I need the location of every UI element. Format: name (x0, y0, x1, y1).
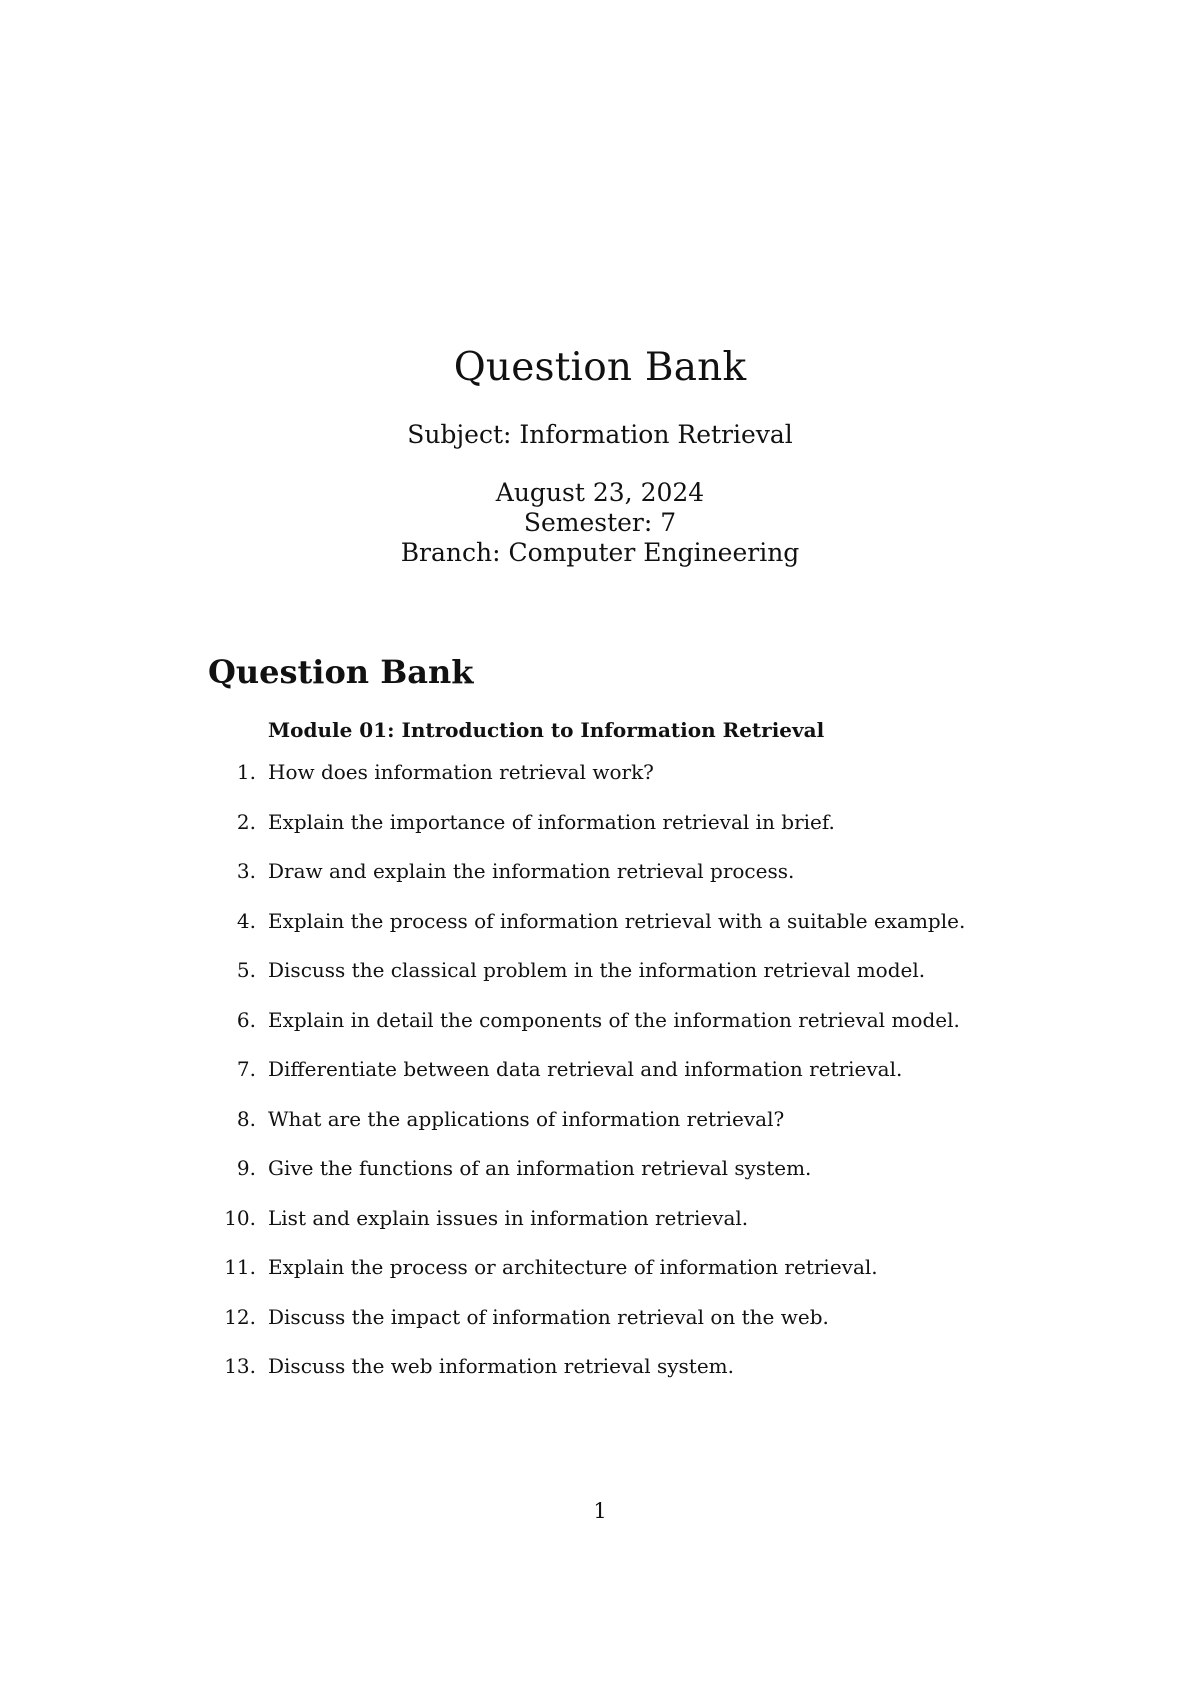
question-number: 3. (236, 859, 256, 883)
subject-line: Subject: Information Retrieval (407, 420, 793, 449)
document-date: August 23, 2024 (495, 478, 705, 507)
question-number: 2. (236, 809, 256, 834)
question-number: 10. (224, 1205, 256, 1230)
question-number: 1. (236, 760, 256, 784)
question-item (208, 1204, 1008, 1232)
question-number: 6. (236, 1007, 256, 1032)
question-item (208, 808, 1008, 836)
question-number: 13. (224, 1354, 256, 1378)
question-text: Explain in detail the components of the information retrieval model. (268, 1007, 960, 1032)
question-item (208, 956, 1008, 984)
question-number: 8. (236, 1106, 256, 1131)
question-number: 7. (236, 1057, 256, 1081)
module-heading: Module 01: Introduction to Information Retrieval (268, 718, 825, 742)
question-number: 12. (224, 1304, 256, 1329)
question-item (208, 907, 1008, 935)
question-list (208, 758, 1008, 1380)
question-number: 9. (236, 1156, 256, 1180)
question-text: Draw and explain the information retrieval process. (268, 859, 795, 883)
question-item (208, 758, 1008, 786)
question-item (208, 857, 1008, 885)
question-text: How does information retrieval work? (268, 760, 654, 784)
question-item (208, 1055, 1008, 1083)
question-text: What are the applications of information retrieval? (268, 1106, 785, 1131)
question-text: Explain the process or architecture of information retrieval. (268, 1255, 878, 1279)
question-item (208, 1352, 1008, 1380)
semester-line: Semester: 7 (523, 508, 677, 537)
section-heading: Question Bank (208, 653, 474, 691)
question-text: List and explain issues in information retrieval. (268, 1205, 749, 1230)
question-item (208, 1253, 1008, 1281)
question-text: Discuss the impact of information retrieval on the web. (268, 1304, 829, 1329)
question-text: Differentiate between data retrieval and information retrieval. (268, 1057, 903, 1081)
question-text: Give the functions of an information retrieval system. (268, 1156, 812, 1180)
branch-line: Branch: Computer Engineering (400, 538, 800, 567)
title-block (0, 344, 1200, 568)
question-number: 4. (236, 908, 256, 933)
question-item (208, 1105, 1008, 1133)
question-number: 5. (236, 958, 256, 982)
question-text: Discuss the classical problem in the information retrieval model. (268, 958, 926, 982)
question-item (208, 1303, 1008, 1331)
question-item (208, 1006, 1008, 1034)
question-section (208, 652, 1008, 1402)
page-number: 1 (593, 1499, 607, 1523)
question-text: Discuss the web information retrieval system. (268, 1354, 734, 1378)
document-title: Question Bank (453, 345, 747, 390)
question-text: Explain the importance of information retrieval in brief. (268, 809, 835, 834)
question-text: Explain the process of information retrieval with a suitable example. (268, 908, 966, 933)
question-item (208, 1154, 1008, 1182)
question-number: 11. (224, 1255, 256, 1279)
document-meta (0, 478, 1200, 568)
